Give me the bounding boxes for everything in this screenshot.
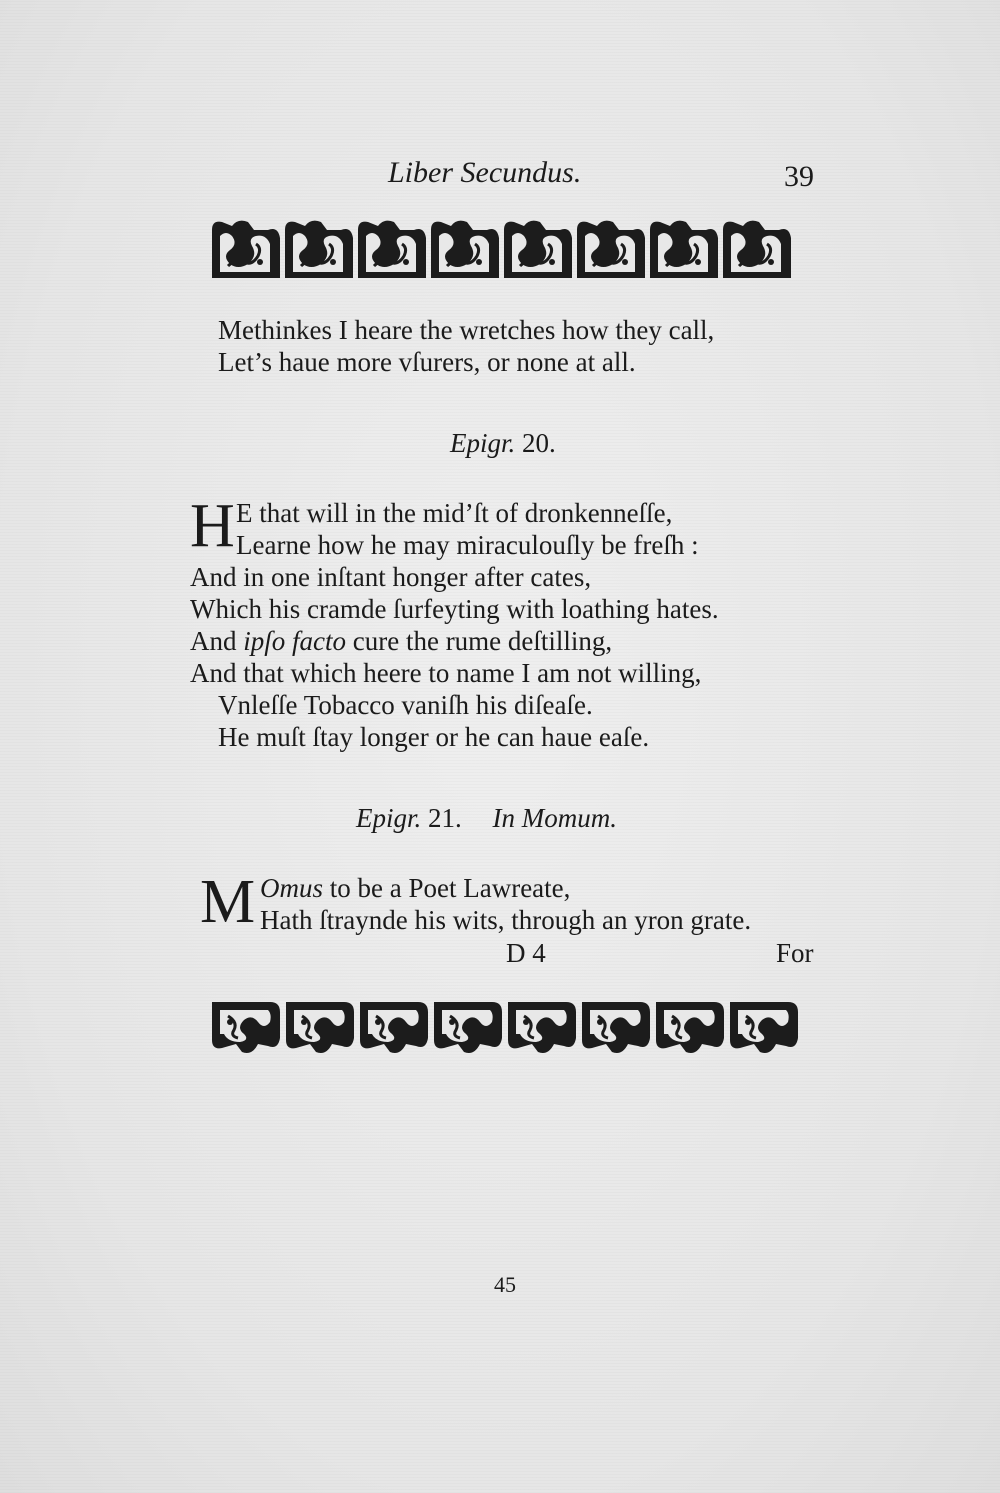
epigram-20-line-8: He muſt ſtay longer or he can haue eaſe. xyxy=(218,722,650,752)
epigram-21-line-1 xyxy=(260,872,570,904)
epigram-21-label: Epigr. xyxy=(356,803,422,833)
epigram-21-line-1-rest: to be a Poet Lawreate, xyxy=(329,873,571,903)
epigram-20-line-5 xyxy=(190,625,612,657)
epigram-21-dropcap: M xyxy=(200,868,256,936)
top-ornament-border xyxy=(208,216,794,284)
couplet-line-1: Methinkes I heare the wretches how they call, xyxy=(218,315,715,345)
epigram-21-line-2: Hath ſtraynde his wits, through an yron grate. xyxy=(260,905,752,935)
catchword: For xyxy=(776,938,814,968)
epigram-20-label: Epigr. xyxy=(450,428,516,458)
line-5-rest: cure the rume deſtilling, xyxy=(352,626,613,656)
epigram-20-line-1: E that will in the mid’ſt of dronkenneſſe, xyxy=(236,498,673,528)
epigram-21-number: 21. xyxy=(428,803,462,833)
epigram-20-line-4: Which his cramde ſurfeyting with loathing hates. xyxy=(190,594,719,624)
epigram-20-heading xyxy=(450,428,556,459)
momus-name: Omus xyxy=(260,873,324,903)
couplet-line-2: Let’s haue more vſurers, or none at all. xyxy=(218,347,636,377)
folio-number: 45 xyxy=(494,1272,516,1297)
signature-mark: D 4 xyxy=(506,938,546,968)
page-number: 39 xyxy=(784,160,814,193)
epigram-20-dropcap: H xyxy=(190,492,235,560)
epigram-20-line-2: Learne how he may miraculouſly be freſh : xyxy=(236,530,699,560)
epigram-21-heading xyxy=(356,803,617,834)
running-title: Liber Secundus. xyxy=(388,156,582,189)
epigram-21-title: In Momum. xyxy=(492,803,617,833)
epigram-20-number: 20. xyxy=(522,428,556,458)
epigram-20-line-6: And that which heere to name I am not willing, xyxy=(190,658,702,688)
bottom-ornament-border xyxy=(208,994,802,1060)
line-5-prefix: And xyxy=(190,626,237,656)
epigram-20-line-7: Vnleſſe Tobacco vaniſh his diſeaſe. xyxy=(218,690,593,720)
line-5-italic: ipſo facto xyxy=(243,626,346,656)
epigram-20-line-3: And in one inſtant honger after cates, xyxy=(190,562,592,592)
